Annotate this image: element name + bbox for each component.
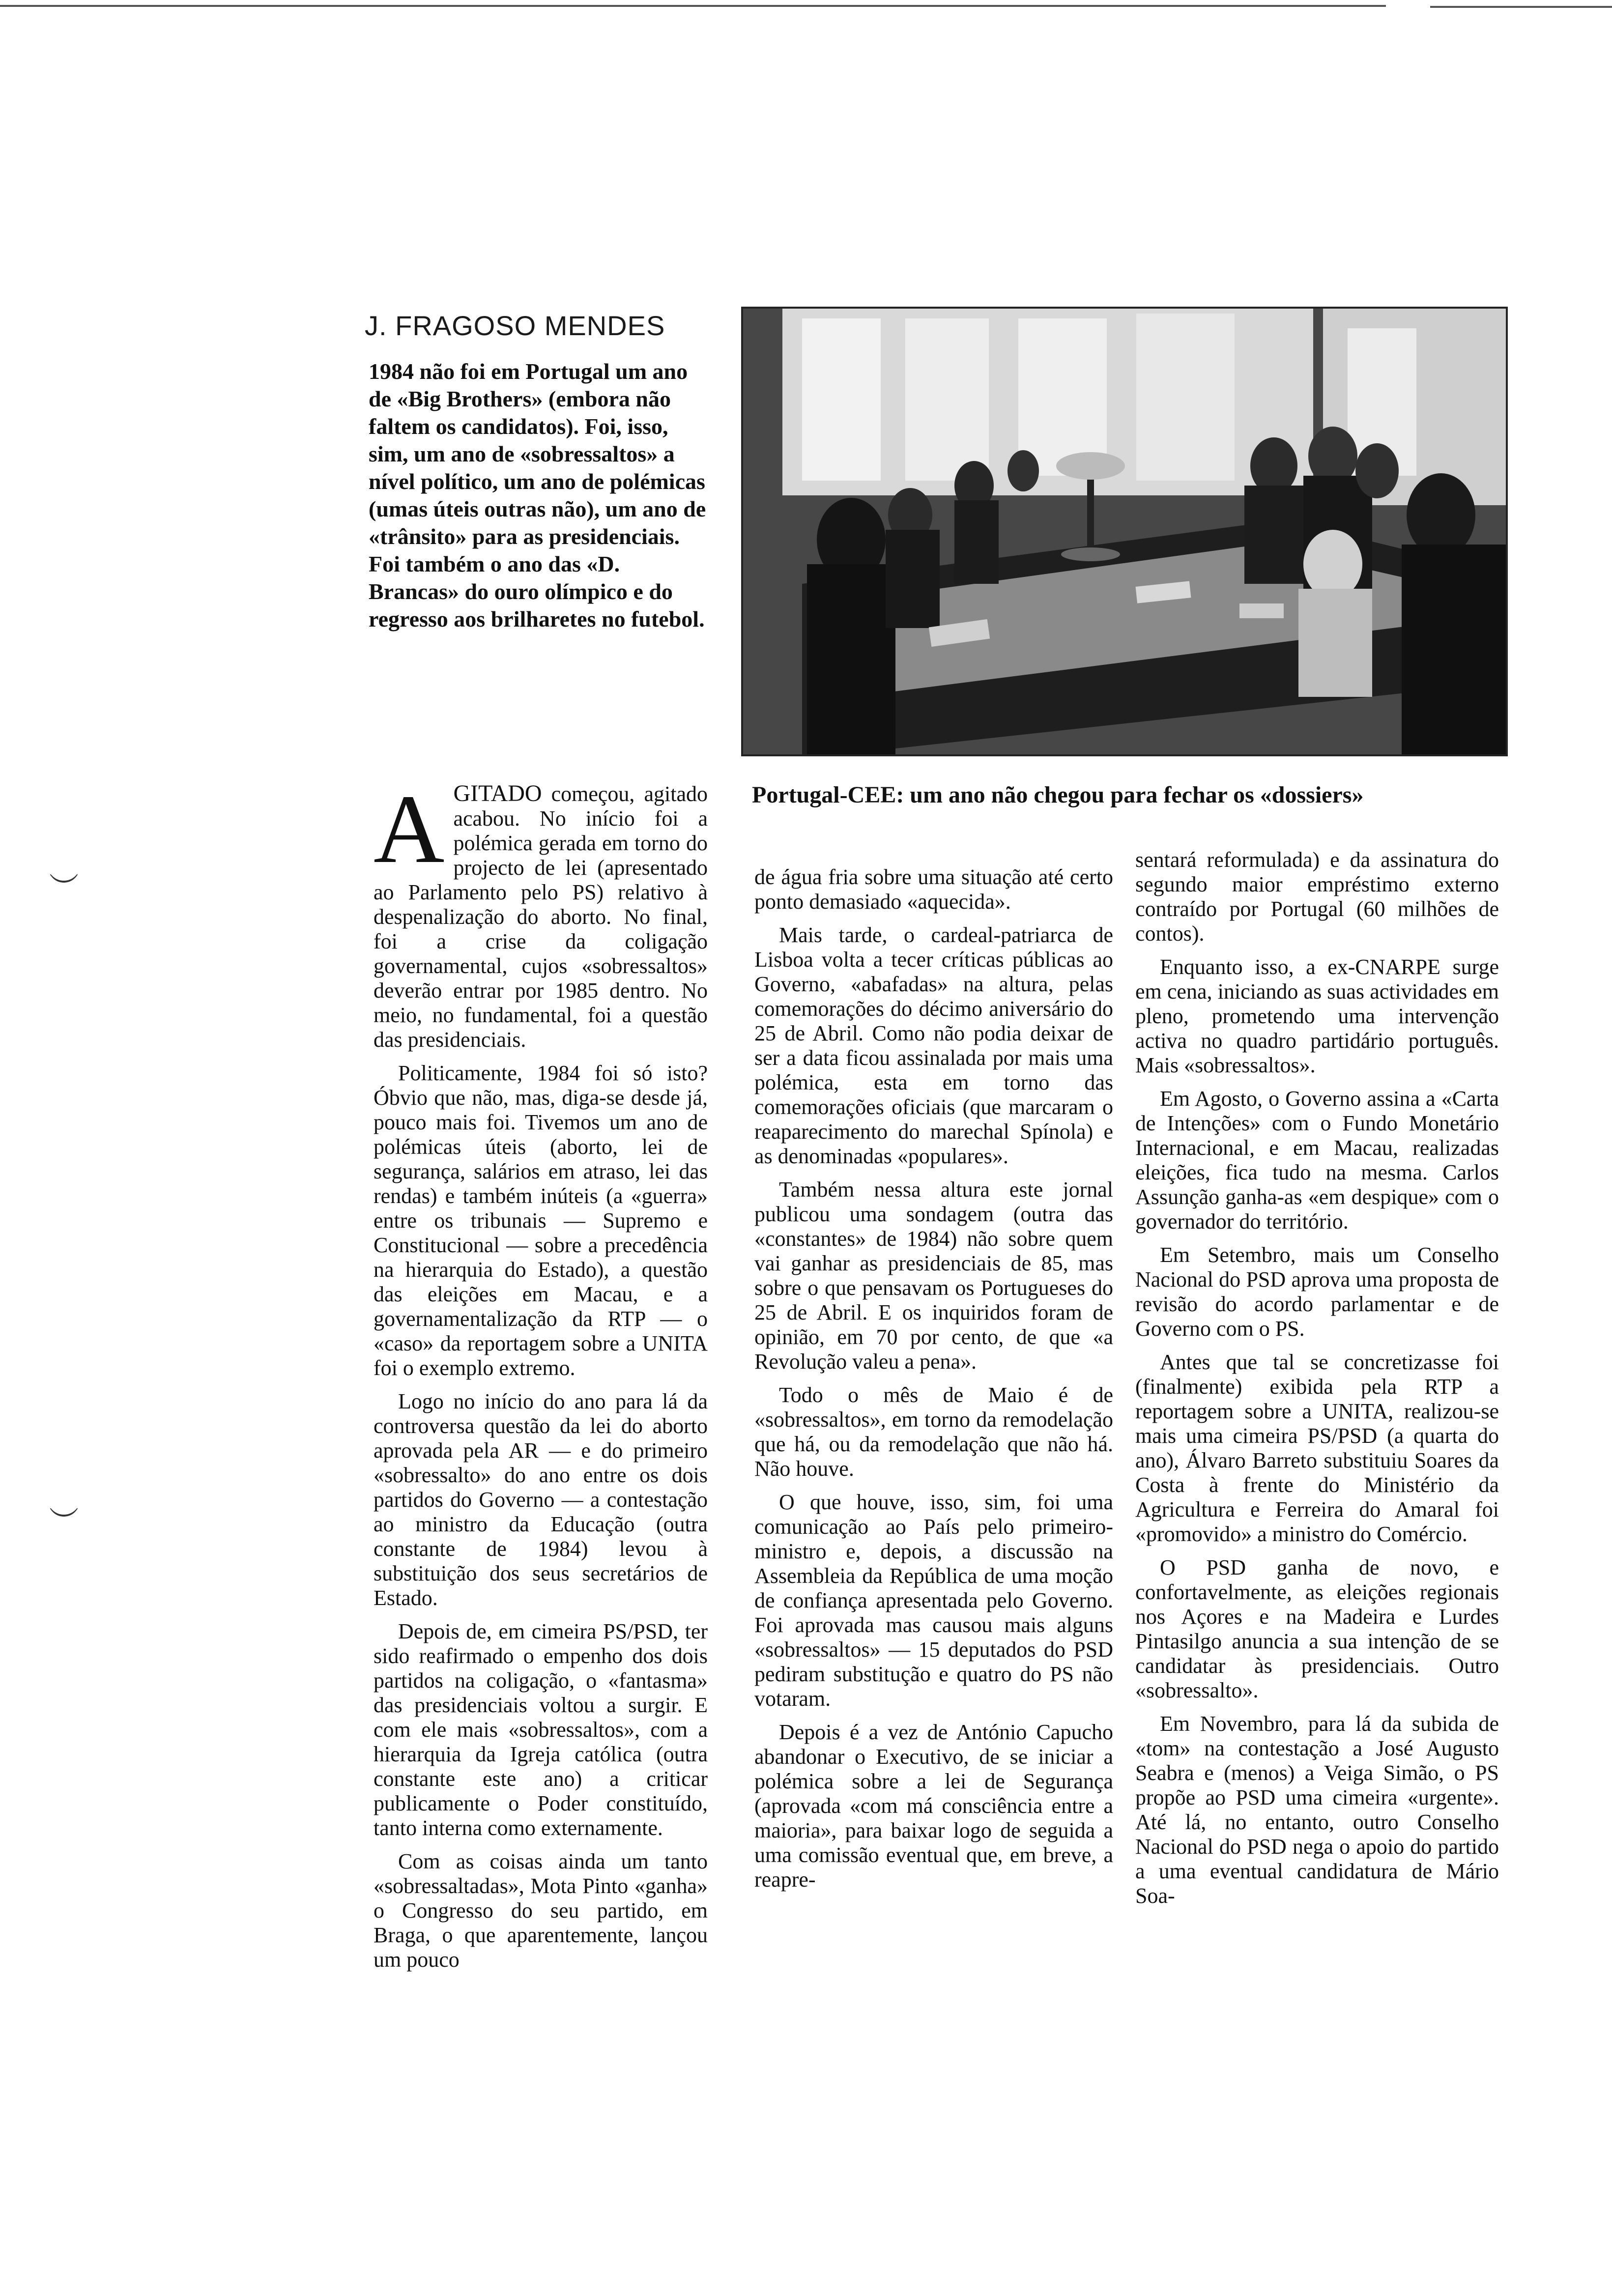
article-paragraph: Logo no início do ano para lá da controversa questão da lei do aborto aprovada pela AR — e do primeiro «sobressalto» do ano entre os dois partidos do Governo — a contestação ao ministro da Educação (outra constante de 1984) levou à substituição dos seus secretários de Estado. bbox=[374, 1389, 708, 1610]
article-column-3 bbox=[1135, 848, 1499, 1917]
meeting-photo bbox=[741, 307, 1508, 756]
article-paragraph: Depois de, em cimeira PS/PSD, ter sido reafirmado o empenho dos dois partidos na coligação, o «fantasma» das presidenciais voltou a surgir. E com ele mais «sobressaltos», com a hierarquia da Igreja católica (outra constante este ano) a criticar publicamente o Poder constituído, tanto interna como externamente. bbox=[374, 1619, 708, 1840]
photo-caption: Portugal-CEE: um ano não chegou para fechar os «dossiers» bbox=[752, 782, 1364, 808]
top-rule-right bbox=[1430, 6, 1612, 8]
lead-paragraph: 1984 não foi em Portugal um ano de «Big Brothers» (embora não faltem os candidatos). Foi, isso, sim, um ano de «sobressaltos» a nível político, um ano de polémicas (umas úteis outras não), um ano de «trânsito» para as presidenciais. Foi também o ano das «D. Brancas» do ouro olímpico e do regresso aos brilharetes no futebol. bbox=[369, 359, 706, 631]
article-paragraph: de água fria sobre uma situação até certo ponto demasiado «aquecida». bbox=[754, 865, 1113, 914]
drop-cap: A bbox=[374, 775, 445, 884]
article-paragraph: sentará reformulada) e da assinatura do segundo maior empréstimo externo contraído por Portugal (60 milhões de contos). bbox=[1135, 848, 1499, 946]
article-column-1 bbox=[374, 775, 708, 1981]
article-paragraph: Mais tarde, o cardeal-patriarca de Lisboa volta a tecer críticas públicas ao Governo, «abafadas» na altura, pelas comemorações do décimo aniversário do 25 de Abril. Como não podia deixar de ser a data ficou assinalada por mais uma polémica, esta em torno das comemorações oficiais (que marcaram o reaparecimento do marechal Spínola) e as denominadas «populares». bbox=[754, 923, 1113, 1168]
article-paragraph: Todo o mês de Maio é de «sobressaltos», em torno da remodelação que há, ou da remodelação que não há. Não houve. bbox=[754, 1383, 1113, 1481]
paragraph-text: começou, agitado acabou. No início foi a polémica gerada em torno do projecto de lei (apresentado ao Parlamento pelo PS) relativo à despenalização do aborto. No final, foi a crise da coligação governamental, cujos «sobressaltos» deverão entrar por 1985 dentro. No meio, no fundamental, foi a questão das presidenciais. bbox=[374, 782, 708, 1052]
margin-scan-mark-icon: ︶ bbox=[49, 871, 79, 906]
article-paragraph: Depois é a vez de António Capucho abandonar o Executivo, de se iniciar a polémica sobre a lei de Segurança (aprovada «com má consciência entre a maioria», para baixar logo de seguida a uma comissão eventual que, em breve, a reapre- bbox=[754, 1720, 1113, 1892]
article-paragraph: O PSD ganha de novo, e confortavelmente, as eleições regionais nos Açores e na Madeira e Lurdes Pintasilgo anuncia a sua intenção de se candidatar às presidenciais. Outro «sobressalto». bbox=[1135, 1555, 1499, 1702]
margin-scan-mark-icon: ︶ bbox=[49, 1505, 79, 1540]
article-paragraph: Antes que tal se concretizasse foi (finalmente) exibida pela RTP a reportagem sobre a UNITA, realizou-se mais uma cimeira PS/PSD (a quarta do ano), Álvaro Barreto substituiu Soares da Costa à frente do Ministério da Agricultura e Ferreira do Amaral foi «promovido» a ministro do Comércio. bbox=[1135, 1350, 1499, 1546]
opening-word: GITADO bbox=[453, 780, 542, 806]
article-column-2 bbox=[754, 865, 1113, 1901]
article-paragraph: Politicamente, 1984 foi só isto? Óbvio que não, mas, diga-se desde já, pouco mais foi. Tivemos um ano de polémicas úteis (aborto, lei de segurança, salários em atraso, lei das rendas) e também inúteis (a «guerra» entre os tribunais — Supremo e Constitucional — sobre a precedência na hierarquia do Estado), a questão das eleições em Macau, e a governamentalização da RTP — o «caso» da reportagem sobre a UNITA foi o exemplo extremo. bbox=[374, 1061, 708, 1380]
top-rule bbox=[0, 5, 1386, 7]
article-paragraph: Em Setembro, mais um Conselho Nacional do PSD aprova uma proposta de revisão do acordo parlamentar e de Governo com o PS. bbox=[1135, 1243, 1499, 1341]
article-paragraph: Em Novembro, para lá da subida de «tom» na contestação a José Augusto Seabra e (menos) a Veiga Simão, o PS propõe ao PSD uma cimeira «urgente». Até lá, no entanto, outro Conselho Nacional do PSD nega o apoio do partido a uma eventual candidatura de Mário Soa- bbox=[1135, 1712, 1499, 1908]
byline: J. FRAGOSO MENDES bbox=[365, 310, 665, 341]
article-paragraph: Enquanto isso, a ex-CNARPE surge em cena, iniciando as suas actividades em pleno, prometendo uma intervenção activa no quadro partidário português. Mais «sobressaltos». bbox=[1135, 955, 1499, 1077]
article-paragraph bbox=[374, 775, 708, 1052]
article-paragraph: Com as coisas ainda um tanto «sobressaltadas», Mota Pinto «ganha» o Congresso do seu partido, em Braga, o que aparentemente, lançou um pouco bbox=[374, 1849, 708, 1972]
meeting-photo-image bbox=[743, 309, 1506, 754]
article-paragraph: Em Agosto, o Governo assina a «Carta de Intenções» com o Fundo Monetário Internacional, e em Macau, realizadas eleições, fica tudo na mesma. Carlos Assunção ganha-as «em despique» com o governador do território. bbox=[1135, 1087, 1499, 1234]
article-paragraph: O que houve, isso, sim, foi uma comunicação ao País pelo primeiro-ministro e, depois, a discussão na Assembleia da República de uma moção de confiança apresentada pelo Governo. Foi aprovada mas causou mais alguns «sobressaltos» — 15 deputados do PSD pediram substitução e quatro do PS não votaram. bbox=[754, 1490, 1113, 1711]
article-paragraph: Também nessa altura este jornal publicou uma sondagem (outra das «constantes» de 1984) não sobre quem vai ganhar as presidenciais de 85, mas sobre o que pensavam os Portugueses do 25 de Abril. E os inquiridos foram de opinião, em 70 por cento, de que «a Revolução valeu a pena». bbox=[754, 1177, 1113, 1374]
